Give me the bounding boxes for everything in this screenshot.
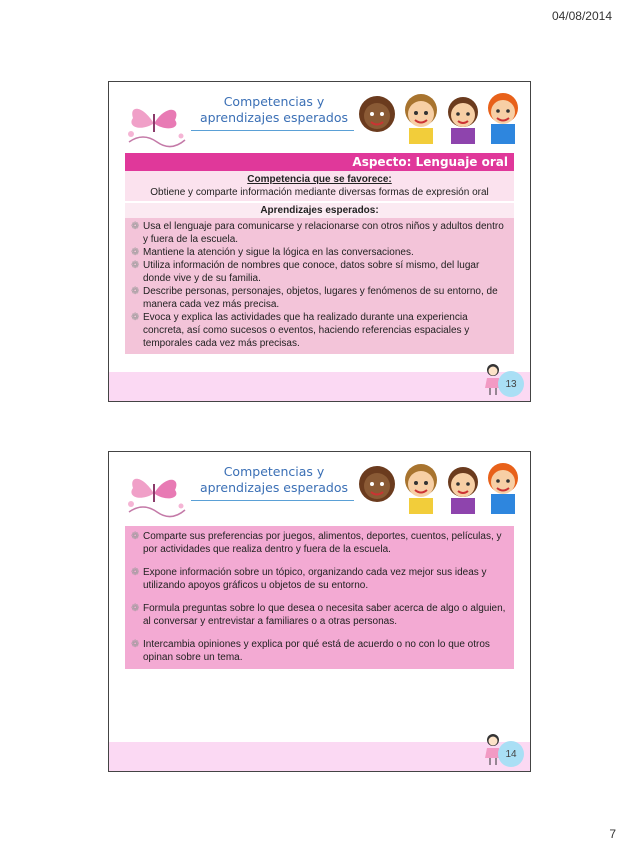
slide-14 — [108, 451, 531, 772]
list-item: ❁ Intercambia opiniones y explica por qué está de acuerdo o no con lo que otros opinan sobre un tema. — [131, 639, 490, 663]
aprendizajes-list — [125, 526, 514, 669]
flower-bullet-icon: ❁ — [131, 260, 140, 271]
list-item: ❁ Describe personas, personajes, objetos, lugares y fenómenos de su entorno, de manera cada vez más precisa. — [131, 286, 498, 310]
list-item: ❁ Mantiene la atención y sigue la lógica en las conversaciones. — [131, 247, 414, 258]
page-number: 7 — [609, 827, 616, 841]
children-illustration-icon — [355, 86, 527, 144]
title-line-1: Competencias y — [223, 464, 325, 479]
list-item: ❁ Comparte sus preferencias por juegos, alimentos, deportes, cuentos, películas, y por actividades que realiza dentro y fuera de la escuela. — [131, 531, 502, 555]
butterfly-logo-icon — [123, 96, 189, 150]
competencia-label: Competencia que se favorece: — [247, 174, 392, 185]
aprendizajes-label: Aprendizajes esperados: — [125, 203, 514, 218]
aspect-bar: Aspecto: Lenguaje oral — [125, 153, 514, 171]
list-item: ❁ Evoca y explica las actividades que ha realizado durante una experiencia concreta, así como sucesos o eventos, haciendo referencias espaciales y temporales cada vez más precisas. — [131, 312, 470, 349]
flower-bullet-icon: ❁ — [131, 567, 140, 578]
title-line-2: aprendizajes esperados — [199, 480, 349, 495]
children-illustration-icon — [355, 456, 527, 514]
flower-bullet-icon: ❁ — [131, 639, 140, 650]
competencia-text: Obtiene y comparte información mediante diversas formas de expresión oral — [150, 187, 489, 198]
flower-bullet-icon: ❁ — [131, 531, 140, 542]
butterfly-logo-icon — [123, 466, 189, 520]
list-item: ❁ Formula preguntas sobre lo que desea o necesita saber acerca de algo o alguien, al conversar y entrevistar a familiares o a otras personas. — [131, 603, 506, 627]
slide-number-badge: 14 — [498, 741, 524, 767]
flower-bullet-icon: ❁ — [131, 312, 140, 323]
list-item: ❁ Usa el lenguaje para comunicarse y relacionarse con otros niños y adultos dentro y fuera de la escuela. — [131, 221, 504, 245]
title-underline — [191, 500, 354, 501]
page-date: 04/08/2014 — [551, 9, 612, 23]
slide-footer-band — [109, 372, 530, 401]
flower-bullet-icon: ❁ — [131, 286, 140, 297]
flower-bullet-icon: ❁ — [131, 247, 140, 258]
slide-title — [199, 464, 349, 496]
title-underline — [191, 130, 354, 131]
slide-13 — [108, 81, 531, 402]
aprendizajes-list — [125, 218, 514, 354]
title-line-2: aprendizajes esperados — [199, 110, 349, 125]
title-line-1: Competencias y — [223, 94, 325, 109]
slide-number-badge: 13 — [498, 371, 524, 397]
slide-title — [199, 94, 349, 126]
slide-footer-band — [109, 742, 530, 771]
competencia-box — [125, 171, 514, 201]
list-item: ❁ Expone información sobre un tópico, organizando cada vez mejor sus ideas y utilizando apoyos gráficos u objetos de su entorno. — [131, 567, 487, 591]
flower-bullet-icon: ❁ — [131, 221, 140, 232]
flower-bullet-icon: ❁ — [131, 603, 140, 614]
list-item: ❁ Utiliza información de nombres que conoce, datos sobre sí mismo, del lugar donde vive y de su familia. — [131, 260, 480, 284]
